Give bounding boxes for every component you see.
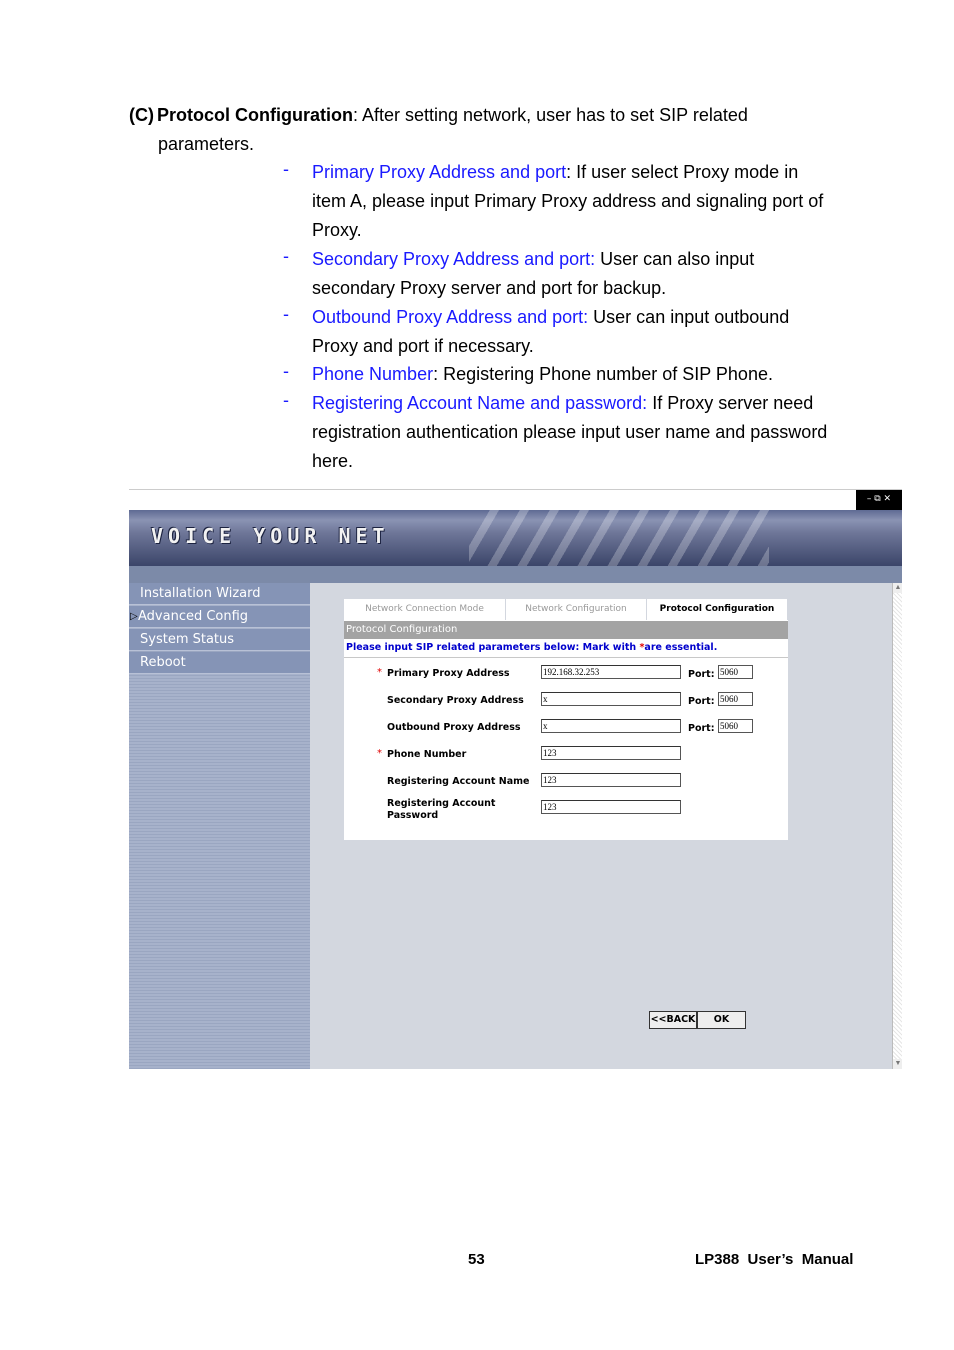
note-text-end: are essential.: [644, 642, 718, 653]
section-label: (C): [129, 105, 154, 125]
bullet-desc-2: registration authentication please input user name and password: [312, 422, 828, 442]
outbound-proxy-port-input[interactable]: 5060: [718, 719, 753, 733]
account-password-label-line2: Password: [387, 810, 439, 821]
phone-number-input[interactable]: 123: [541, 746, 681, 760]
sidebar-item-system-status[interactable]: System Status: [129, 629, 310, 651]
tab-network-configuration[interactable]: Network Configuration: [506, 599, 647, 620]
sidebar: [129, 583, 310, 1069]
bullet-phone-number: [312, 360, 872, 389]
divider: [344, 657, 788, 658]
bullet-dash: -: [283, 246, 289, 266]
scroll-down-icon[interactable]: ▼: [894, 1060, 902, 1067]
bullet-desc-2: item A, please input Primary Proxy address and signaling port of: [312, 191, 824, 211]
bullet-desc-2: secondary Proxy server and port for backup.: [312, 278, 667, 298]
bullet-dash: -: [283, 390, 289, 410]
port-label: Port:: [688, 696, 715, 707]
bullet-desc: : If user select Proxy mode in: [566, 162, 799, 182]
bullet-dash: -: [283, 304, 289, 324]
secondary-proxy-input[interactable]: x: [541, 692, 681, 706]
banner-stripes: [469, 510, 769, 566]
banner: [129, 510, 902, 566]
sidebar-item-reboot[interactable]: Reboot: [129, 652, 310, 674]
panel-instructions: [346, 642, 717, 653]
protocol-config-panel: [344, 620, 788, 840]
section-title: Protocol Configuration: [157, 105, 353, 125]
bullet-secondary-proxy: [312, 245, 872, 303]
primary-proxy-label: Primary Proxy Address: [387, 668, 510, 679]
sidebar-item-advanced-config[interactable]: [129, 606, 310, 628]
primary-proxy-input[interactable]: 192.168.32.253: [541, 665, 681, 679]
bullet-primary-proxy: [312, 158, 872, 245]
bullet-desc-2: Proxy and port if necessary.: [312, 336, 534, 356]
section-heading: [129, 101, 748, 130]
sidebar-item-installation-wizard[interactable]: Installation Wizard: [129, 583, 310, 605]
account-password-input[interactable]: 123: [541, 800, 681, 814]
window-titlebar: [129, 489, 902, 511]
sidebar-item-label: Advanced Config: [138, 609, 249, 624]
bullet-term: Primary Proxy Address and port: [312, 162, 567, 182]
secondary-proxy-port-input[interactable]: 5060: [718, 692, 753, 706]
bullet-registering-account: [312, 389, 872, 476]
tab-network-connection-mode[interactable]: Network Connection Mode: [344, 599, 506, 620]
bullet-dash: -: [283, 159, 289, 179]
account-name-input[interactable]: 123: [541, 773, 681, 787]
account-name-label: Registering Account Name: [387, 776, 530, 787]
bullet-term: Outbound Proxy Address and port:: [312, 307, 589, 327]
tab-protocol-configuration[interactable]: Protocol Configuration: [647, 599, 788, 620]
section-intro-cont: parameters.: [158, 134, 255, 154]
required-star: *: [377, 748, 382, 759]
back-button[interactable]: <<BACK: [649, 1011, 697, 1029]
bullet-desc: If Proxy server need: [647, 393, 814, 413]
tab-bar: [344, 599, 788, 620]
bullet-dash: -: [283, 361, 289, 381]
account-password-label-line1: Registering Account: [387, 798, 496, 809]
window-controls-icon[interactable]: – ⧉ ✕: [856, 490, 902, 510]
ok-button[interactable]: OK: [697, 1011, 746, 1029]
bullet-desc: User can input outbound: [588, 307, 790, 327]
bullet-term: Secondary Proxy Address and port:: [312, 249, 596, 269]
primary-proxy-port-input[interactable]: 5060: [718, 665, 753, 679]
page-number: 53: [468, 1251, 485, 1268]
outbound-proxy-label: Outbound Proxy Address: [387, 722, 521, 733]
current-page-arrow-icon: ▷: [130, 611, 138, 622]
account-password-label: [387, 798, 495, 822]
bullet-outbound-proxy: [312, 303, 872, 361]
bullet-desc-3: here.: [312, 451, 354, 471]
port-label: Port:: [688, 723, 715, 734]
bullet-term: Registering Account Name and password:: [312, 393, 648, 413]
bullet-desc-3: Proxy.: [312, 220, 362, 240]
banner-subbar: [129, 566, 902, 583]
scrollbar[interactable]: [892, 583, 902, 1069]
outbound-proxy-input[interactable]: x: [541, 719, 681, 733]
ui-screenshot: [129, 489, 902, 1069]
required-star: *: [639, 642, 645, 653]
phone-number-label: Phone Number: [387, 749, 467, 760]
banner-logo: VOICE YOUR NET: [151, 524, 390, 548]
bullet-term: Phone Number: [312, 364, 434, 384]
secondary-proxy-label: Secondary Proxy Address: [387, 695, 524, 706]
manual-title: LP388 User’s Manual: [695, 1251, 854, 1268]
scroll-up-icon[interactable]: ▲: [894, 584, 902, 591]
port-label: Port:: [688, 669, 715, 680]
section-intro: : After setting network, user has to set SIP related: [352, 105, 748, 125]
note-text: Please input SIP related parameters below: Mark with: [346, 642, 640, 653]
required-star: *: [377, 667, 382, 678]
bullet-desc: : Registering Phone number of SIP Phone.: [433, 364, 773, 384]
bullet-desc: User can also input: [595, 249, 755, 269]
panel-title: Protocol Configuration: [344, 621, 788, 639]
